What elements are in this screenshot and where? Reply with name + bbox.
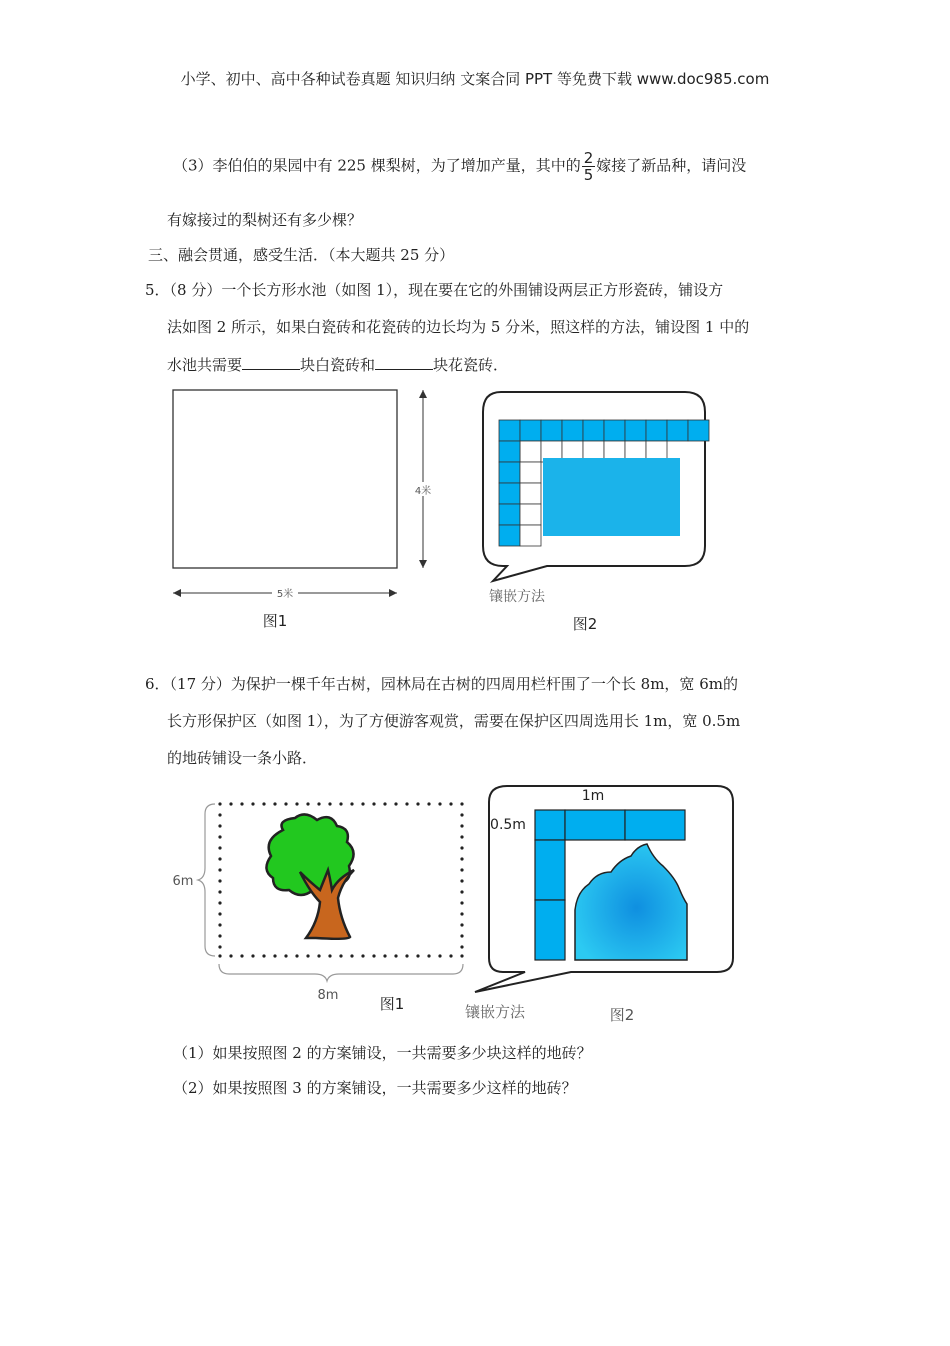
fence-dot <box>218 835 221 838</box>
white-tile <box>520 525 541 546</box>
fence-dot <box>218 857 221 860</box>
white-tile <box>520 441 541 462</box>
white-tile <box>520 504 541 525</box>
fence-dot <box>218 912 221 915</box>
fence-dot <box>416 802 419 805</box>
fence-dot <box>449 954 452 957</box>
fence-dot <box>218 934 221 937</box>
white-tile <box>520 462 541 483</box>
fence-dot <box>438 802 441 805</box>
pool-rectangle <box>173 390 397 568</box>
fence-dot <box>218 846 221 849</box>
fence-dot <box>218 813 221 816</box>
fence-dot <box>460 923 463 926</box>
fence-dot <box>240 954 243 957</box>
fence-dot <box>350 954 353 957</box>
fence-dot <box>339 954 342 957</box>
q6-sub2: （2）如果按照图 3 的方案铺设，一共需要多少这样的地砖？ <box>173 1079 577 1097</box>
fence-dot <box>295 802 298 805</box>
q5-line3 <box>167 355 508 375</box>
fence-dot <box>229 802 232 805</box>
q6-figure1 <box>165 790 475 1022</box>
fence-dot <box>317 802 320 805</box>
fence-dot <box>284 954 287 957</box>
fence-dot <box>306 802 309 805</box>
fence-dot <box>251 954 254 957</box>
fence-dot <box>460 945 463 948</box>
blue-tile <box>562 420 583 441</box>
fence-dot <box>460 901 463 904</box>
q3-line2: 有嫁接过的梨树还有多少棵？ <box>167 211 363 229</box>
fence-dot <box>394 954 397 957</box>
fence-dot <box>328 802 331 805</box>
blue-tile <box>499 483 520 504</box>
fig2-method-label: 镶嵌方法 <box>489 589 545 605</box>
fence-dot <box>218 802 221 805</box>
q6-fig1-width-label: 8m <box>317 988 339 1003</box>
fig2-caption: 图2 <box>572 615 598 633</box>
fence-dot <box>460 835 463 838</box>
fence-dot <box>361 802 364 805</box>
fence-dot <box>317 954 320 957</box>
fence-dot <box>460 934 463 937</box>
q6-fig1-caption: 图1 <box>379 995 405 1013</box>
fence-dot <box>229 954 232 957</box>
fence-dot <box>460 912 463 915</box>
tree-icon <box>266 814 354 938</box>
fraction <box>582 150 596 183</box>
blue-tile <box>583 420 604 441</box>
fence-dot <box>460 890 463 893</box>
fence-dot <box>460 802 463 805</box>
blue-tile <box>499 420 520 441</box>
q3-text-before: （3）李伯伯的果园中有 225 棵梨树，为了增加产量，其中的 <box>173 156 581 175</box>
fence-dot <box>361 954 364 957</box>
q6-figure2 <box>465 780 755 1030</box>
blue-tile <box>625 420 646 441</box>
fig1-width-label: 5米 <box>276 589 294 600</box>
fence-dot <box>350 802 353 805</box>
fence-dot <box>218 824 221 827</box>
q5-line2: 法如图 2 所示，如果白瓷砖和花瓷砖的边长均为 5 分米，照这样的方法，铺设图 1 中的 <box>167 318 750 336</box>
fence-dot <box>240 802 243 805</box>
fraction-denominator: 5 <box>583 166 594 184</box>
fence-dot <box>218 945 221 948</box>
blue-tile <box>499 525 520 546</box>
fence-dot <box>460 868 463 871</box>
q6-line3: 的地砖铺设一条小路． <box>167 749 318 767</box>
fence-dot <box>405 802 408 805</box>
fence-dot <box>394 802 397 805</box>
fig1-height-label: 4米 <box>414 486 432 497</box>
fence-dot <box>460 954 463 957</box>
fence-dot <box>449 802 452 805</box>
fence-dot <box>405 954 408 957</box>
section-heading: 三、融会贯通，感受生活．（本大题共 25 分） <box>148 246 455 264</box>
q5-figure2 <box>455 388 715 640</box>
fence-dot <box>460 824 463 827</box>
fence-dot <box>262 954 265 957</box>
white-tile <box>520 483 541 504</box>
fence-dot <box>262 802 265 805</box>
fence-dot <box>460 857 463 860</box>
fence-dot <box>383 802 386 805</box>
blue-tile <box>499 462 520 483</box>
blue-tile <box>646 420 667 441</box>
q5-figure1 <box>160 380 450 640</box>
q3-line1 <box>173 150 746 183</box>
answer-blank-white[interactable] <box>242 355 300 370</box>
fence-dot <box>218 954 221 957</box>
blue-tile <box>499 504 520 525</box>
fence-dot <box>218 890 221 893</box>
blue-tile <box>541 420 562 441</box>
q6-line2: 长方形保护区（如图 1），为了方便游客观赏，需要在保护区四周选用长 1m，宽 0.5m <box>167 712 741 730</box>
tile-grid <box>499 420 709 546</box>
q5-text-c: 块花瓷砖． <box>433 356 509 374</box>
fence-dot <box>427 954 430 957</box>
fence-dot <box>218 868 221 871</box>
blue-tile <box>688 420 709 441</box>
fence-dot <box>218 923 221 926</box>
answer-blank-pattern[interactable] <box>375 355 433 370</box>
q5-line1: 5．（8 分）一个长方形水池（如图 1），现在要在它的外围铺设两层正方形瓷砖，铺设方 <box>145 281 724 299</box>
fence-dot <box>295 954 298 957</box>
fence-dot <box>339 802 342 805</box>
fence-dot <box>328 954 331 957</box>
fence-dot <box>416 954 419 957</box>
fraction-numerator: 2 <box>583 149 594 167</box>
fence-dot <box>438 954 441 957</box>
fence-dot <box>427 802 430 805</box>
q6-fig2-method-label: 镶嵌方法 <box>465 1003 526 1021</box>
q5-text-a: 水池共需要 <box>167 356 243 374</box>
fence-dot <box>372 802 375 805</box>
q6-fig2-caption: 图2 <box>609 1006 635 1024</box>
pool-area <box>543 458 680 536</box>
blue-tile <box>604 420 625 441</box>
width-brace <box>219 964 463 981</box>
fence-dot <box>273 954 276 957</box>
q6-line1: 6．（17 分）为保护一棵千年古树，园林局在古树的四周用栏杆围了一个长 8m，宽 6m的 <box>145 675 738 693</box>
tile-width-label: 0.5m <box>490 817 526 833</box>
fence-dot <box>460 813 463 816</box>
page-header: 小学、初中、高中各种试卷真题 知识归纳 文案合同 PPT 等免费下载 www.doc985.com <box>180 70 770 88</box>
height-brace <box>198 804 215 956</box>
fence-dot <box>460 846 463 849</box>
blue-tile <box>520 420 541 441</box>
fence-dot <box>218 879 221 882</box>
fence-dot <box>273 802 276 805</box>
blue-tile <box>667 420 688 441</box>
blue-tile <box>499 441 520 462</box>
q6-fig1-height-label: 6m <box>172 874 194 889</box>
fence-dot <box>306 954 309 957</box>
fence-dot <box>251 802 254 805</box>
q3-text-after: 嫁接了新品种，请问没 <box>596 156 747 175</box>
q5-text-b: 块白瓷砖和 <box>300 356 376 374</box>
fence-dot <box>383 954 386 957</box>
tile-length-label: 1m <box>581 788 605 804</box>
fig1-caption: 图1 <box>262 612 288 630</box>
q6-sub1: （1）如果按照图 2 的方案铺设，一共需要多少块这样的地砖？ <box>173 1044 592 1062</box>
fence-dot <box>460 879 463 882</box>
fence-dot <box>284 802 287 805</box>
fence-dot <box>372 954 375 957</box>
fence-dot <box>218 901 221 904</box>
